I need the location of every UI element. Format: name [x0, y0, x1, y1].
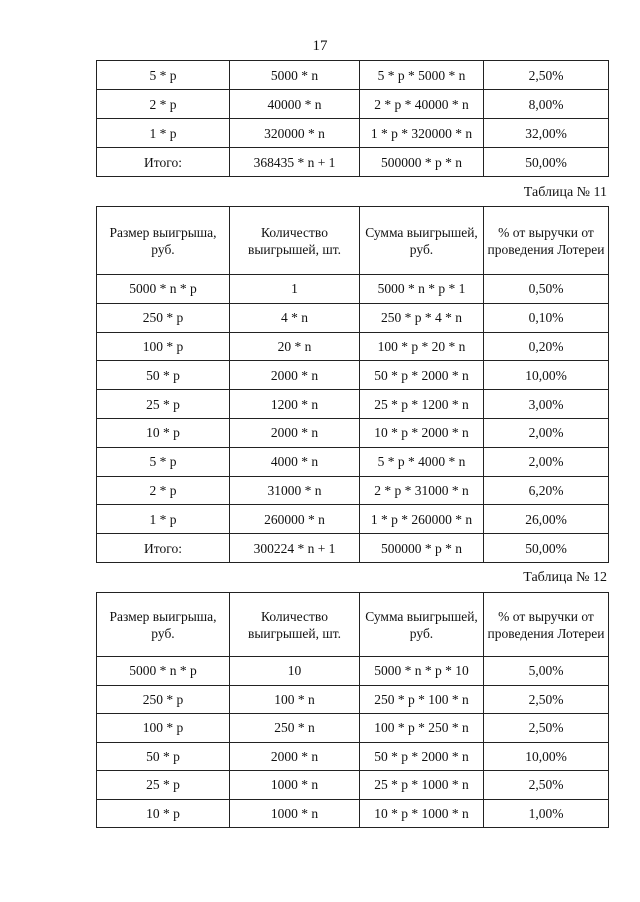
- cell-prize-count: 368435 * n + 1: [230, 148, 360, 177]
- cell-prize-count: 300224 * n + 1: [230, 534, 360, 563]
- cell-prize-count: 31000 * n: [230, 476, 360, 505]
- cell-prize-size: 2 * р: [97, 476, 230, 505]
- cell-prize-sum: 2 * р * 40000 * n: [360, 90, 484, 119]
- table-header-row: [97, 593, 609, 657]
- cell-revenue-percent: 32,00%: [484, 119, 609, 148]
- cell-prize-count: 1: [230, 275, 360, 304]
- table-row: [97, 505, 609, 534]
- cell-prize-count: 40000 * n: [230, 90, 360, 119]
- cell-prize-count: 1000 * n: [230, 771, 360, 800]
- cell-revenue-percent: 6,20%: [484, 476, 609, 505]
- cell-prize-sum: 25 * р * 1200 * n: [360, 390, 484, 419]
- header-revenue-percent: % от выручки от проведения Лотереи: [484, 207, 609, 275]
- table-row: [97, 390, 609, 419]
- cell-revenue-percent: 0,10%: [484, 303, 609, 332]
- cell-prize-sum: 1 * р * 260000 * n: [360, 505, 484, 534]
- cell-prize-sum: 10 * р * 2000 * n: [360, 418, 484, 447]
- table-row: [97, 332, 609, 361]
- header-prize-count: Количество выигрышей, шт.: [230, 207, 360, 275]
- cell-prize-size: 100 * р: [97, 332, 230, 361]
- cell-prize-size: 1 * р: [97, 119, 230, 148]
- cell-revenue-percent: 2,50%: [484, 685, 609, 714]
- table-row: [97, 534, 609, 563]
- table-row: [97, 476, 609, 505]
- table-row: [97, 685, 609, 714]
- table-row: [97, 275, 609, 304]
- table-row: [97, 148, 609, 177]
- cell-prize-sum: 5000 * n * р * 1: [360, 275, 484, 304]
- cell-revenue-percent: 26,00%: [484, 505, 609, 534]
- cell-prize-sum: 50 * р * 2000 * n: [360, 361, 484, 390]
- table-row: [97, 742, 609, 771]
- cell-prize-size: 5000 * n * р: [97, 657, 230, 686]
- header-prize-size: Размер выигрыша, руб.: [97, 207, 230, 275]
- cell-revenue-percent: 0,50%: [484, 275, 609, 304]
- cell-prize-size: 250 * р: [97, 303, 230, 332]
- header-prize-size: Размер выигрыша, руб.: [97, 593, 230, 657]
- cell-revenue-percent: 2,00%: [484, 418, 609, 447]
- cell-prize-count: 2000 * n: [230, 418, 360, 447]
- cell-prize-size: 5 * р: [97, 61, 230, 90]
- table-row: [97, 799, 609, 828]
- cell-prize-sum: 500000 * р * n: [360, 534, 484, 563]
- cell-prize-size: 10 * р: [97, 418, 230, 447]
- cell-revenue-percent: 50,00%: [484, 534, 609, 563]
- cell-prize-sum: 5000 * n * р * 10: [360, 657, 484, 686]
- cell-prize-count: 4000 * n: [230, 447, 360, 476]
- cell-prize-count: 4 * n: [230, 303, 360, 332]
- cell-revenue-percent: 0,20%: [484, 332, 609, 361]
- table-row: [97, 361, 609, 390]
- table-11-caption: Таблица № 11: [523, 185, 607, 200]
- cell-prize-count: 10: [230, 657, 360, 686]
- cell-revenue-percent: 2,00%: [484, 447, 609, 476]
- cell-prize-size: 10 * р: [97, 799, 230, 828]
- cell-prize-size: 25 * р: [97, 771, 230, 800]
- table-row: [97, 303, 609, 332]
- cell-prize-size: 5000 * n * р: [97, 275, 230, 304]
- prize-table-12: [96, 592, 609, 828]
- cell-revenue-percent: 1,00%: [484, 799, 609, 828]
- cell-prize-size: 2 * р: [97, 90, 230, 119]
- cell-prize-count: 2000 * n: [230, 742, 360, 771]
- cell-prize-size: Итого:: [97, 534, 230, 563]
- table-row: [97, 418, 609, 447]
- table-row: [97, 714, 609, 743]
- cell-prize-sum: 10 * р * 1000 * n: [360, 799, 484, 828]
- cell-prize-size: 50 * р: [97, 742, 230, 771]
- cell-revenue-percent: 2,50%: [484, 61, 609, 90]
- cell-prize-sum: 25 * р * 1000 * n: [360, 771, 484, 800]
- cell-prize-sum: 100 * р * 250 * n: [360, 714, 484, 743]
- cell-prize-count: 20 * n: [230, 332, 360, 361]
- header-prize-count: Количество выигрышей, шт.: [230, 593, 360, 657]
- page-number: 17: [312, 38, 328, 54]
- cell-prize-size: 1 * р: [97, 505, 230, 534]
- cell-revenue-percent: 8,00%: [484, 90, 609, 119]
- table-12-caption: Таблица № 12: [523, 570, 607, 585]
- cell-prize-sum: 5 * р * 5000 * n: [360, 61, 484, 90]
- cell-prize-sum: 2 * р * 31000 * n: [360, 476, 484, 505]
- cell-revenue-percent: 2,50%: [484, 714, 609, 743]
- cell-prize-count: 1200 * n: [230, 390, 360, 419]
- table-row: [97, 119, 609, 148]
- cell-revenue-percent: 10,00%: [484, 742, 609, 771]
- cell-prize-sum: 5 * р * 4000 * n: [360, 447, 484, 476]
- cell-prize-count: 250 * n: [230, 714, 360, 743]
- cell-prize-count: 2000 * n: [230, 361, 360, 390]
- cell-prize-count: 100 * n: [230, 685, 360, 714]
- cell-prize-count: 320000 * n: [230, 119, 360, 148]
- table-row: [97, 90, 609, 119]
- prize-table-11: [96, 206, 609, 563]
- cell-revenue-percent: 5,00%: [484, 657, 609, 686]
- cell-prize-count: 260000 * n: [230, 505, 360, 534]
- table-row: [97, 657, 609, 686]
- cell-prize-size: 100 * р: [97, 714, 230, 743]
- cell-prize-sum: 50 * р * 2000 * n: [360, 742, 484, 771]
- header-revenue-percent: % от выручки от проведения Лотереи: [484, 593, 609, 657]
- cell-prize-size: 250 * р: [97, 685, 230, 714]
- cell-prize-count: 1000 * n: [230, 799, 360, 828]
- cell-revenue-percent: 50,00%: [484, 148, 609, 177]
- prize-table-continued: [96, 60, 609, 177]
- table-row: [97, 771, 609, 800]
- table-row: [97, 447, 609, 476]
- cell-revenue-percent: 2,50%: [484, 771, 609, 800]
- cell-prize-size: Итого:: [97, 148, 230, 177]
- cell-revenue-percent: 10,00%: [484, 361, 609, 390]
- cell-prize-count: 5000 * n: [230, 61, 360, 90]
- cell-prize-size: 5 * р: [97, 447, 230, 476]
- cell-prize-sum: 100 * р * 20 * n: [360, 332, 484, 361]
- table-row: [97, 61, 609, 90]
- cell-prize-sum: 250 * р * 4 * n: [360, 303, 484, 332]
- header-prize-sum: Сумма выигрышей, руб.: [360, 207, 484, 275]
- cell-prize-sum: 500000 * р * n: [360, 148, 484, 177]
- header-prize-sum: Сумма выигрышей, руб.: [360, 593, 484, 657]
- cell-prize-sum: 250 * р * 100 * n: [360, 685, 484, 714]
- cell-prize-size: 25 * р: [97, 390, 230, 419]
- table-header-row: [97, 207, 609, 275]
- cell-prize-size: 50 * р: [97, 361, 230, 390]
- cell-revenue-percent: 3,00%: [484, 390, 609, 419]
- cell-prize-sum: 1 * р * 320000 * n: [360, 119, 484, 148]
